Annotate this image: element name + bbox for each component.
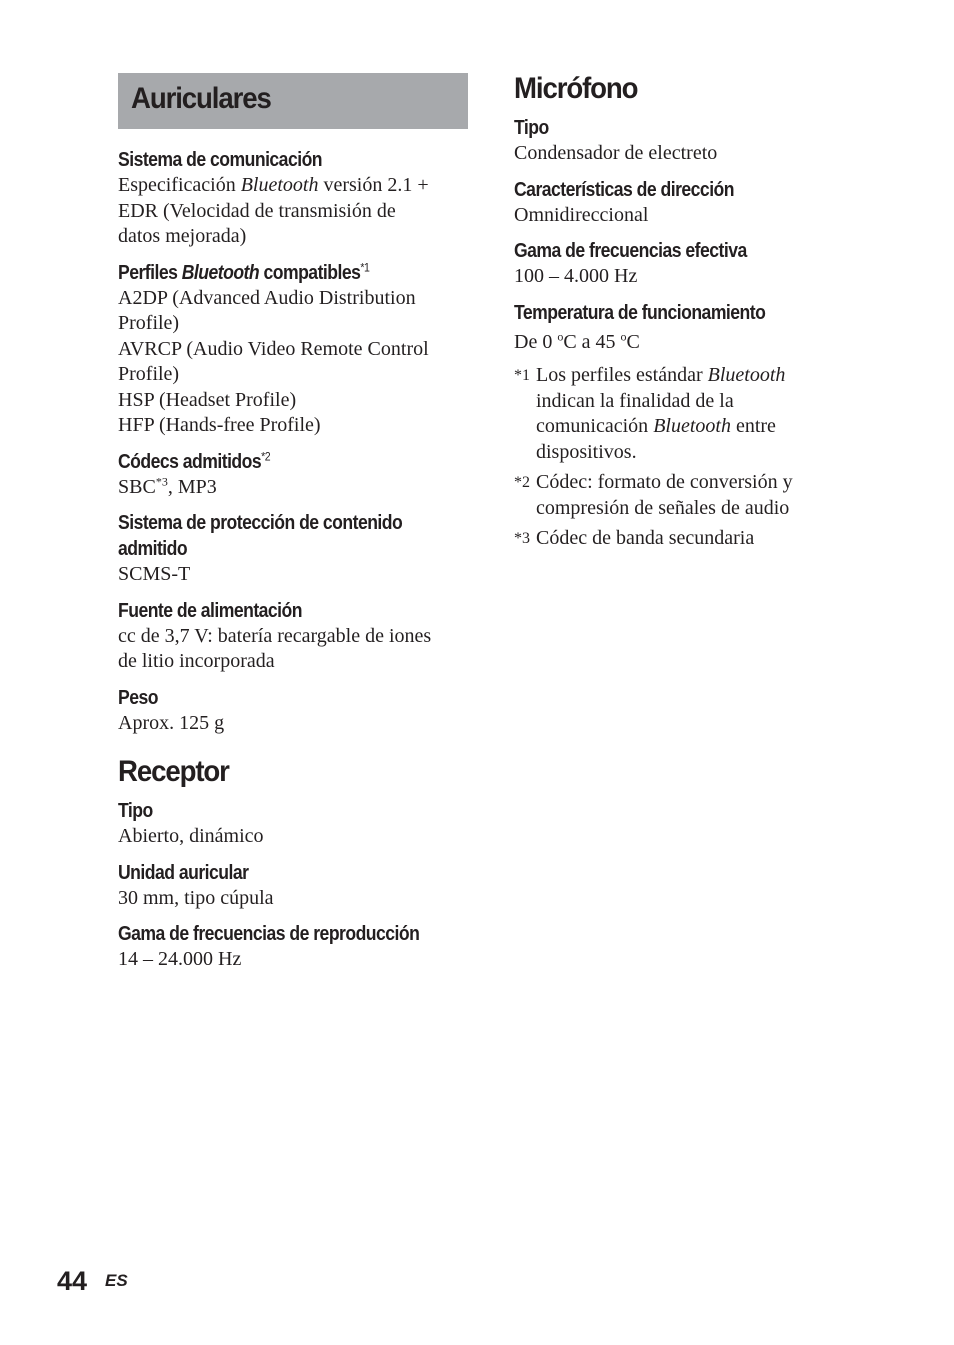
footnote-3: *3 Códec de banda secundaria <box>514 526 834 552</box>
spec-value: SBC$^{*3}$, MP3 <box>118 473 217 498</box>
spec-value: Aprox. 125 g <box>118 711 225 734</box>
spec-value: HSP (Headset Profile) <box>118 388 297 411</box>
spec-term: Unidad auricular <box>118 861 249 884</box>
footnote-2: *2 Códec: formato de conversión y compresión de señales de audio <box>514 471 793 519</box>
spec-term: Gama de frecuencias efectiva <box>514 240 747 262</box>
spec-receptor-tipo <box>118 798 468 850</box>
language-code: ES <box>105 1271 128 1290</box>
section-receptor <box>118 756 468 973</box>
right-column <box>514 73 834 557</box>
footnote-ref: *1 <box>360 259 370 274</box>
spec-value: Especificación Bluetooth versión 2.1 + <box>118 174 429 196</box>
spec-proteccion <box>118 510 468 588</box>
spec-term: Peso <box>118 686 158 709</box>
spec-value: SCMS-T <box>118 563 191 585</box>
spec-value: Omnidireccional <box>514 203 649 226</box>
spec-value: 100 – 4.000 Hz <box>514 265 638 287</box>
spec-value: De 0 $^o$C a 45 $^o$C <box>514 328 640 353</box>
spec-microfono-tipo <box>514 115 834 167</box>
footnotes <box>514 363 834 552</box>
spec-value: AVRCP (Audio Video Remote Control <box>118 337 429 360</box>
page-number: 44 <box>57 1266 88 1296</box>
spec-term: Temperatura de funcionamiento <box>514 301 766 324</box>
spec-value: cc de 3,7 V: batería recargable de iones <box>118 624 432 647</box>
spec-value: A2DP (Advanced Audio Distribution <box>118 286 416 309</box>
spec-term: Tipo <box>118 800 153 822</box>
spec-term: Sistema de protección de contenido admitido <box>118 512 403 560</box>
spec-value: 14 – 24.000 Hz <box>118 948 242 970</box>
spec-gama-reproduccion <box>118 921 468 973</box>
spec-alimentacion <box>118 598 468 675</box>
spec-sistema-comunicacion <box>118 147 468 250</box>
footnote-mark: *2 <box>514 474 530 491</box>
spec-value: de litio incorporada <box>118 650 275 672</box>
spec-value: EDR (Velocidad de transmisión de <box>118 199 396 222</box>
footnote-ref: *2 <box>261 448 271 463</box>
spec-value: datos mejorada) <box>118 225 247 247</box>
spec-term: Códecs admitidos$^{*2}$ <box>118 448 271 473</box>
spec-term: Gama de frecuencias de reproducción <box>118 923 420 945</box>
spec-term: Perfiles Bluetooth compatibles$^{*1}$ <box>118 259 370 284</box>
spec-term: Fuente de alimentación <box>118 599 302 622</box>
section-title-receptor: Receptor <box>118 755 229 788</box>
spec-term: Características de dirección <box>514 178 734 201</box>
spec-peso <box>118 685 468 737</box>
spec-value: Profile) <box>118 363 180 385</box>
footnote-mark: *3 <box>514 530 530 547</box>
spec-value: 30 mm, tipo cúpula <box>118 886 274 909</box>
section-title-auriculares: Auriculares <box>131 82 271 115</box>
footnote-1: *1 Los perfiles estándar Bluetooth indican la finalidad de la comunicación Bluetooth entre dispositivos. <box>514 364 786 463</box>
spec-unidad-auricular <box>118 860 468 912</box>
spec-direccion <box>514 177 834 229</box>
footnote-mark: *1 <box>514 367 530 384</box>
section-title-microfono: Micrófono <box>514 72 638 105</box>
spec-codecs <box>118 449 468 501</box>
spec-gama-efectiva <box>514 238 834 290</box>
spec-value: HFP (Hands-free Profile) <box>118 414 321 436</box>
section-banner-auriculares <box>118 73 468 129</box>
spec-value: Condensador de electreto <box>514 142 718 164</box>
spec-value: Profile) <box>118 312 180 334</box>
spec-temperatura <box>514 300 834 356</box>
footnote-ref: *3 <box>155 473 168 488</box>
spec-value: Abierto, dinámico <box>118 825 264 847</box>
spec-perfiles <box>118 260 468 439</box>
spec-term: Tipo <box>514 117 549 139</box>
left-column <box>118 73 468 973</box>
spec-term: Sistema de comunicación <box>118 149 323 171</box>
